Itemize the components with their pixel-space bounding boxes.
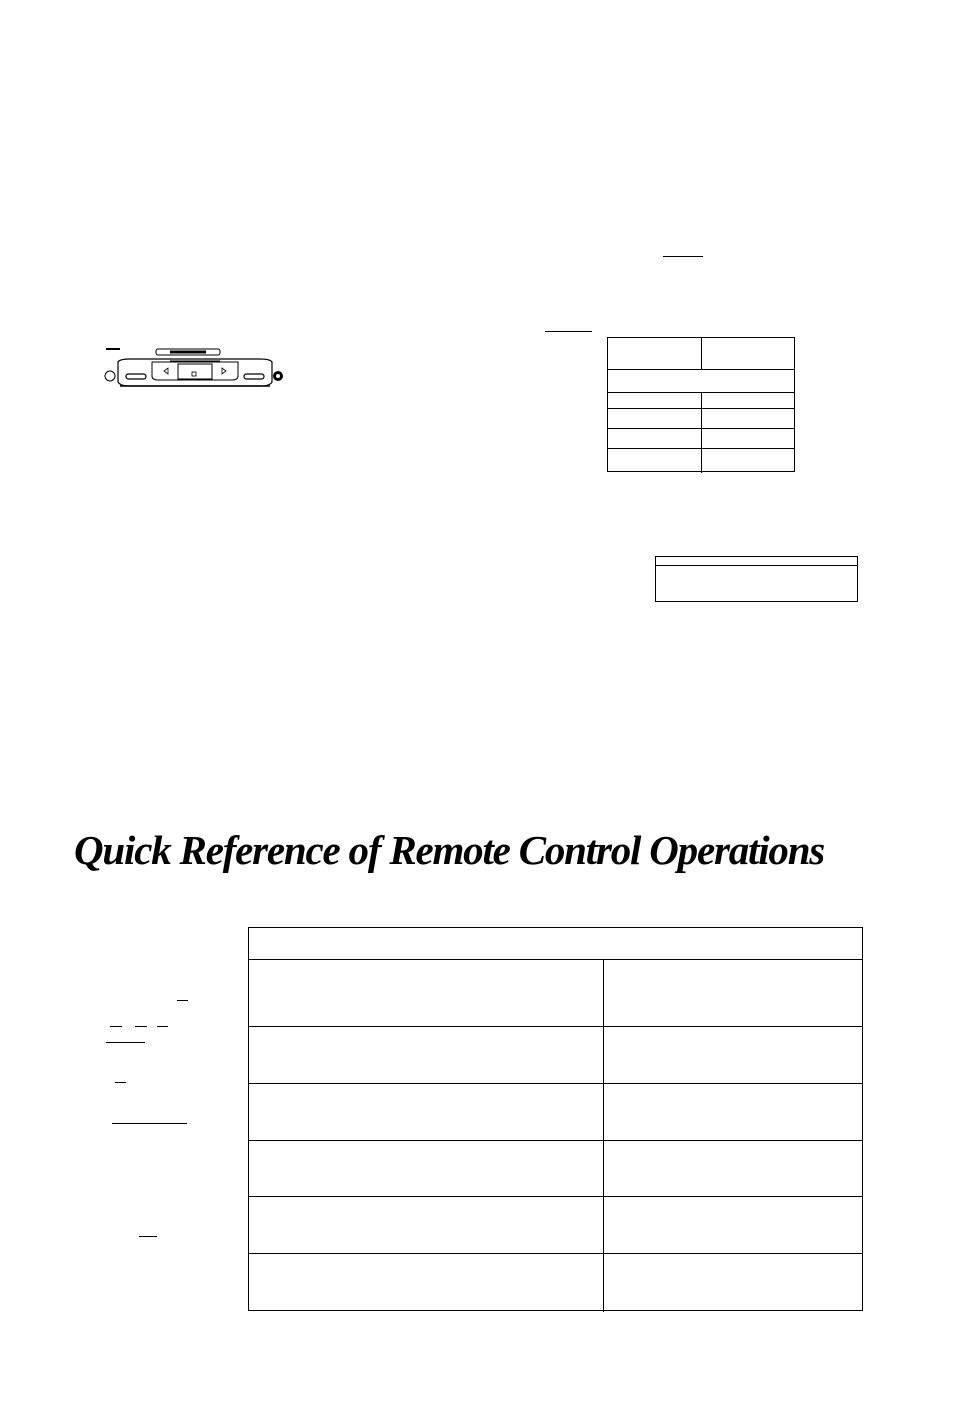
table-row-divider <box>249 1253 862 1254</box>
underline-mark <box>545 331 592 332</box>
table-row-divider <box>608 369 794 370</box>
underline-mark <box>106 1042 145 1043</box>
page-title: Quick Reference of Remote Control Operations <box>74 827 825 873</box>
remote-operations-table <box>248 927 863 1311</box>
table-row-divider <box>608 428 794 429</box>
table-row-divider <box>249 1026 862 1027</box>
small-table <box>607 337 795 472</box>
table-row-divider <box>249 959 862 960</box>
underline-mark <box>115 1082 126 1083</box>
underline-mark <box>139 1236 157 1237</box>
underline-mark <box>112 1123 187 1124</box>
table-row-divider <box>249 1196 862 1197</box>
table-column-divider <box>701 338 702 369</box>
table-row-divider <box>608 408 794 409</box>
table-column-divider <box>701 392 702 473</box>
underline-mark <box>157 1026 168 1027</box>
note-box <box>655 556 858 602</box>
table-column-divider <box>603 959 604 1312</box>
underline-mark <box>177 1000 188 1001</box>
table-row-divider <box>249 1083 862 1084</box>
underline-mark <box>135 1026 147 1027</box>
table-row-divider <box>608 448 794 449</box>
table-row-divider <box>249 1140 862 1141</box>
underline-mark <box>663 256 703 257</box>
cd-player-front-panel-icon <box>100 340 290 396</box>
note-box-divider <box>656 565 857 566</box>
underline-mark <box>110 1026 122 1027</box>
